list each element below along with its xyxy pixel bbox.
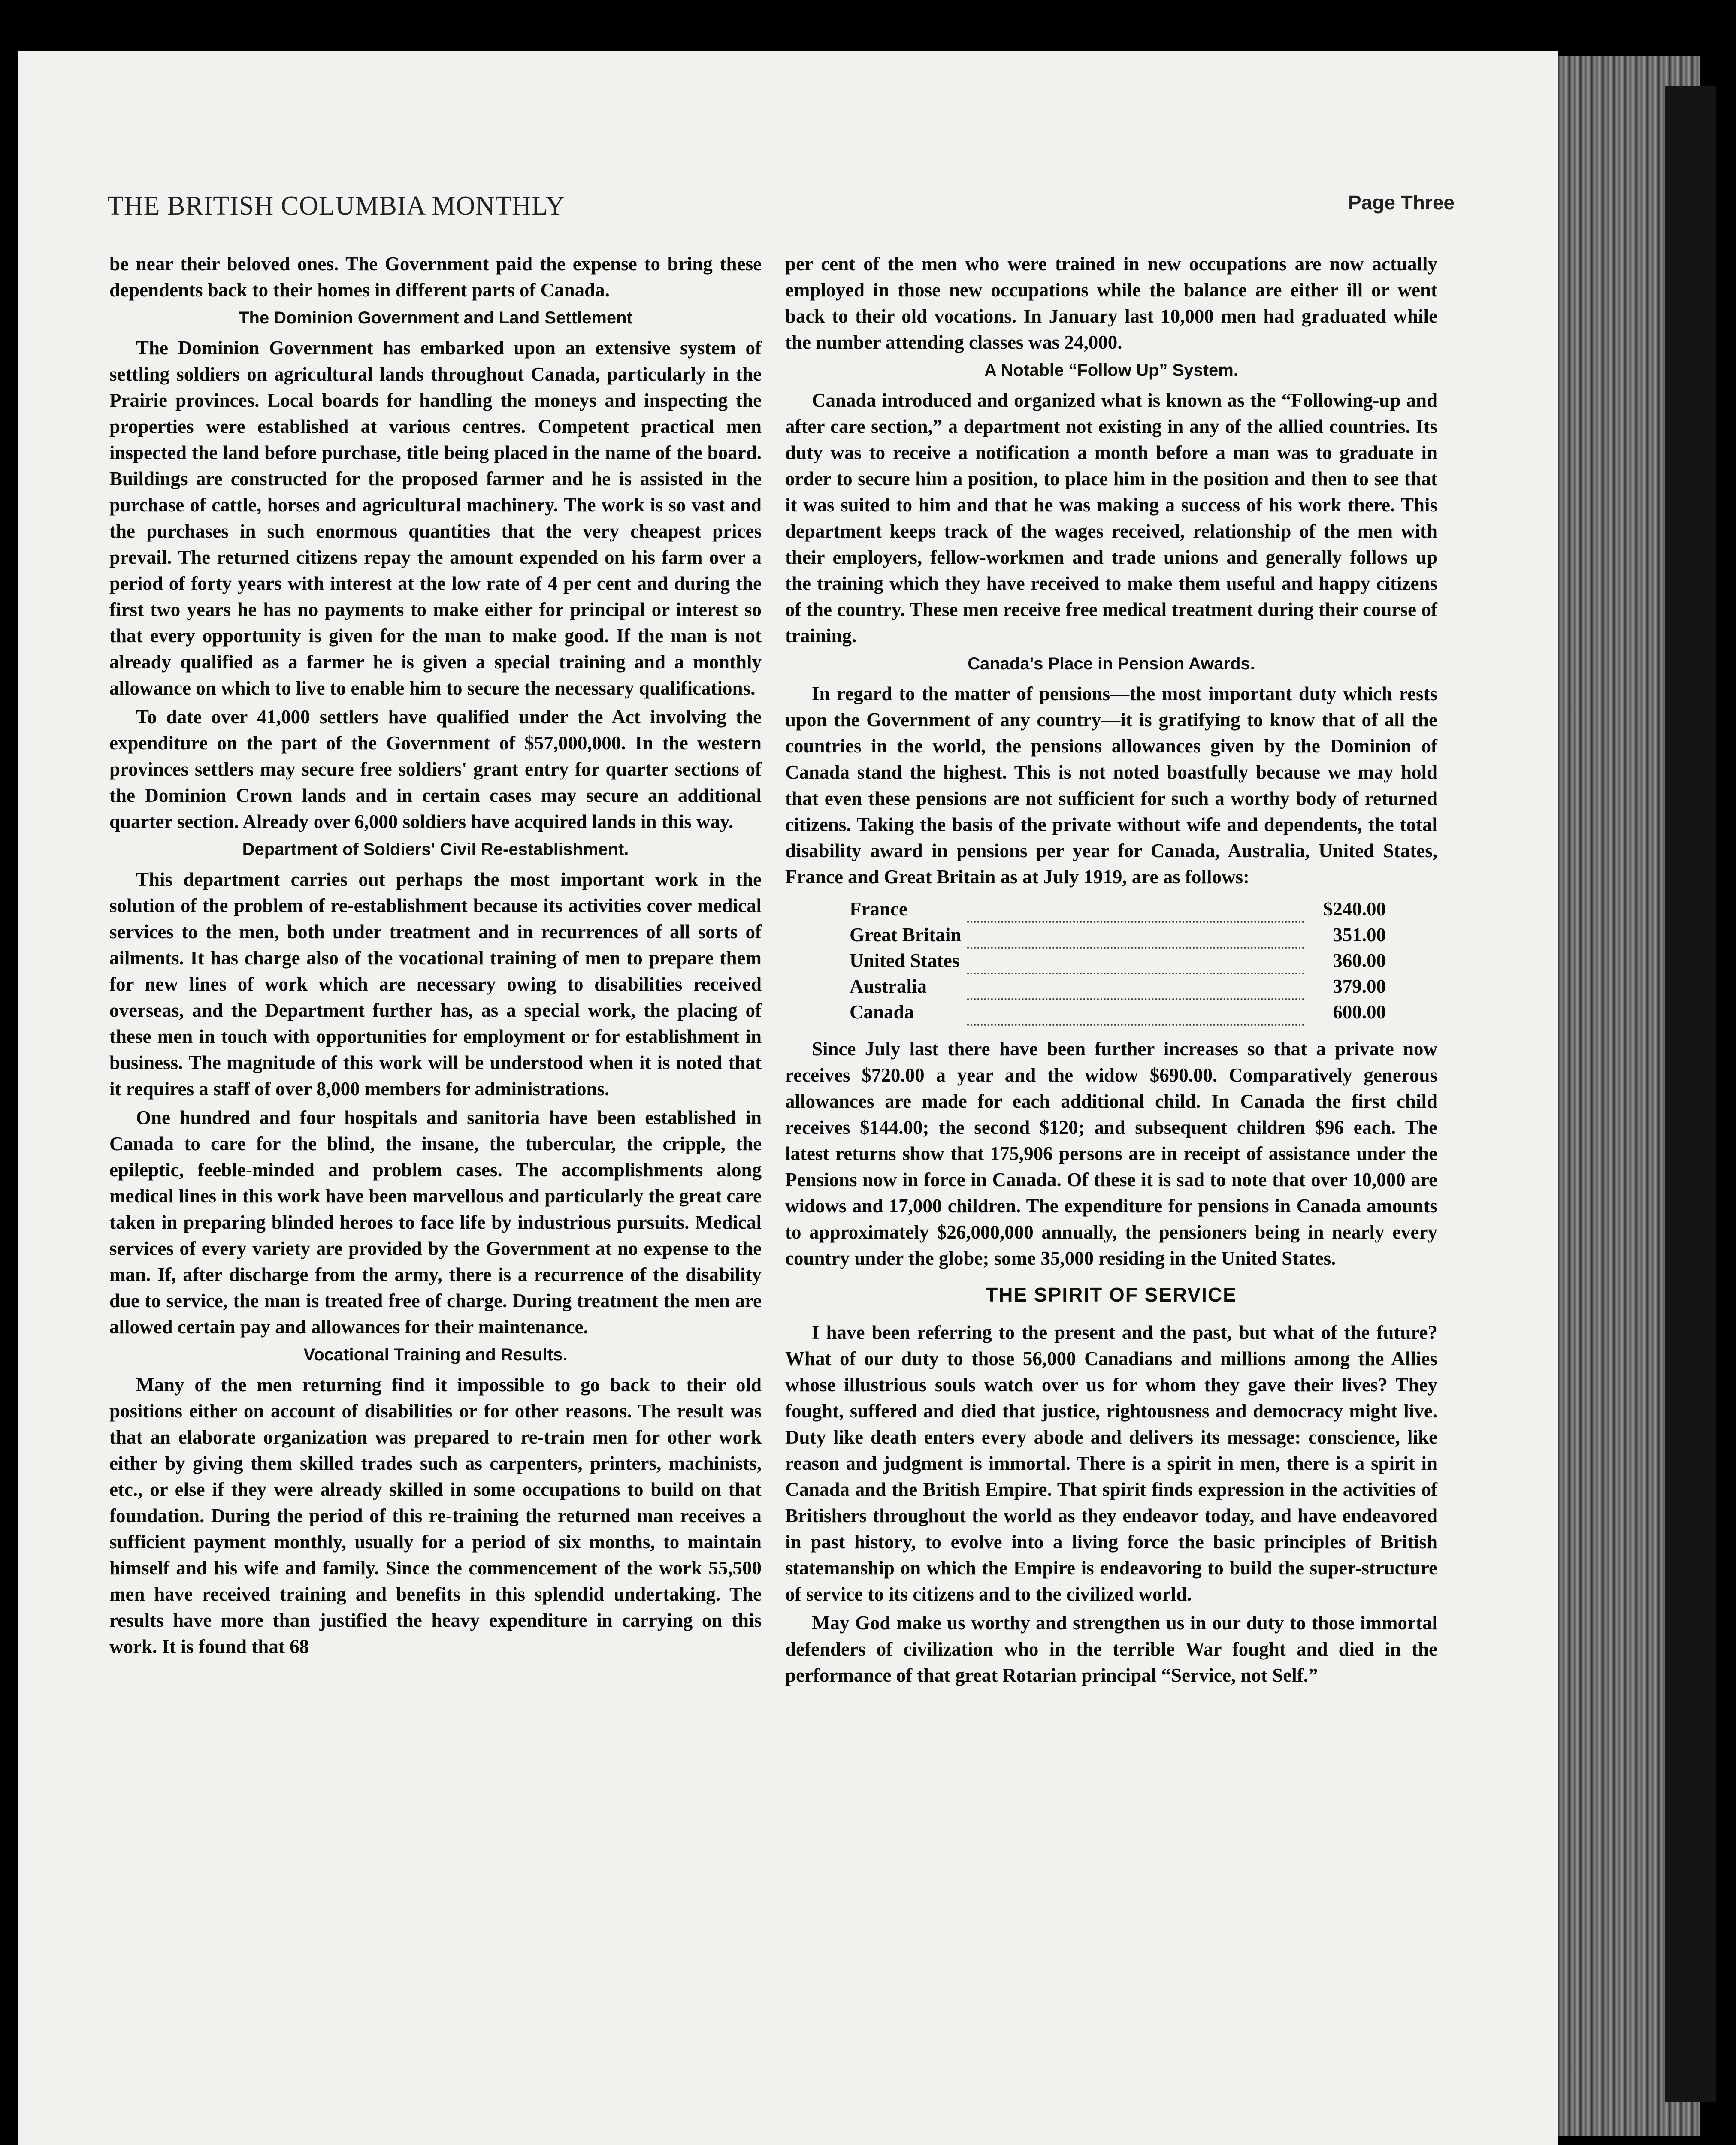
vocational-training-paragraph-1: Many of the men returning find it impossible to go back to their old positions either on account of disabilities or for other reasons. The result was that an elaborate organization was prepared to re-train men for other work either by giving them skilled trades such as carpenters, printers, machinists, etc., or else if they were already skilled in some occupations to build on that foundation. During the period of this re-training the returned man receives a sufficient payment monthly, usually for a period of six months, to maintain himself and his wife and family. Since the commencement of the work 55,500 men have received training and benefits in this splendid undertaking. The results have more than justified the heavy expenditure in carrying on this work. It is found that 68 xyxy=(109,1374,762,1657)
pension-country: France xyxy=(850,898,907,920)
page-number: Page Three xyxy=(1348,191,1455,214)
pension-amount: $240.00 xyxy=(1323,898,1386,920)
leader-dots xyxy=(967,896,1304,922)
left-intro-paragraph: be near their beloved ones. The Government paid the expense to bring these dependents back to their homes in different parts of Canada. xyxy=(109,253,762,301)
pension-awards-paragraph-1: In regard to the matter of pensions—the most important duty which rests upon the Government of any country—it is gratifying to know that of all the countries in the world, the pensions allowances given by the Dominion of Canada stand the highest. This is not noted boastfully because we may hold that even these pensions are not sufficient for such a worthy body of returned citizens. Taking the basis of the private without wife and dependents, the total disability award in pensions per year for Canada, Australia, United States, France and Great Britain as at July 1919, are as follows: xyxy=(785,683,1437,888)
pension-amount: 351.00 xyxy=(1333,924,1386,946)
heading-civil-reestablishment: Department of Soldiers' Civil Re-establishment. xyxy=(242,840,629,859)
book-spine-shadow xyxy=(1665,86,1716,2102)
pension-row xyxy=(850,999,1386,1025)
leader-dots xyxy=(967,999,1304,1025)
heading-follow-up-system: A Notable “Follow Up” System. xyxy=(984,361,1238,380)
civil-reestablishment-paragraph-1: This department carries out perhaps the most important work in the solution of the problem of re-establishment because its activities cover medical services to the men, both under treatment and in recurrences of all sorts of ailments. It has charge also of the vocational training of men to prepare them for new lines of work which are necessary owing to disabilities received overseas, and the Department further has, as a special work, the placing of these men in touch with opportunities for employment or for establishment in business. The magnitude of this work will be understood when it is noted that it requires a staff of over 8,000 members for administrations. xyxy=(109,869,762,1100)
spirit-of-service-paragraph-1: I have been referring to the present and the past, but what of the future? What of our duty to those 56,000 Canadians and millions among the Allies whose illustrious souls watch over us for whom they gave their lives? They fought, suffered and died that justice, rightousness and democracy might live. Duty like death enters every abode and delivers its message: conscience, like reason and judgment is immortal. There is a spirit in men, there is a spirit in Canada and the British Empire. That spirit finds expression in the activities of Britishers throughout the world as they endeavor today, and have endeavored in past history, to evolve into a living force the basic principles of British statemanship on which the Empire is endeavoring to build the super-structure of service to its citizens and to the civilized world. xyxy=(785,1322,1437,1605)
leader-dots xyxy=(967,948,1304,973)
pension-amount: 379.00 xyxy=(1333,976,1386,997)
leader-dots xyxy=(967,922,1304,948)
pension-row xyxy=(850,922,1386,948)
right-intro-paragraph: per cent of the men who were trained in new occupations are now actually employed in those new occupations while the balance are either ill or went back to their old vocations. In January last 10,000 men had graduated while the number attending classes was 24,000. xyxy=(785,253,1437,353)
land-settlement-paragraph-1: The Dominion Government has embarked upon an extensive system of settling soldiers on agricultural lands throughout Canada, particularly in the Prairie provinces. Local boards for handling the moneys and inspecting the properties were established at various centres. Competent practical men inspected the land before purchase, title being placed in the name of the board. Buildings are constructed for the proposed farmer and he is assisted in the purchase of cattle, horses and agricultural machinery. The work is so vast and the purchases in such enormous quantities that the very cheapest prices prevail. The returned citizens repay the amount expended on his farm over a period of forty years with interest at the low rate of 4 per cent and during the first two years he has no payments to make either for principal or interest so that every opportunity is given for the man to make good. If the man is not already qualified as a farmer he is given a special training and a monthly allowance on which to live to enable him to secure the necessary qualifications. xyxy=(109,337,762,699)
pension-country: Great Britain xyxy=(850,924,962,946)
pension-row xyxy=(850,948,1386,973)
heading-pension-awards: Canada's Place in Pension Awards. xyxy=(968,654,1255,673)
civil-reestablishment-paragraph-2: One hundred and four hospitals and sanitoria have been established in Canada to care for the blind, the insane, the tubercular, the cripple, the epileptic, feeble-minded and problem cases. The accomplishments along medical lines in this work have been marvellous and particularly the great care taken in preparing blinded heroes to face life by industrious pursuits. Medical services of every variety are provided by the Government at no expense to the man. If, after discharge from the army, there is a recurrence of the disability due to service, the man is treated free of charge. During treatment the men are allowed certain pay and allowances for their maintenance. xyxy=(109,1107,762,1338)
pension-row xyxy=(850,973,1386,999)
follow-up-paragraph-1: Canada introduced and organized what is known as the “Following-up and after care section,” a department not existing in any of the allied countries. Its duty was to receive a notification a month before a man was to graduate in order to secure him a position, to place him in the position and then to see that it was suited to him and that he was making a success of his work there. This department keeps track of the wages received, relationship of the men with their employers, fellow-workmen and trade unions and generally follows up the training which they have received to make them useful and happy citizens of the country. These men receive free medical treatment during their course of training. xyxy=(785,390,1437,647)
pension-country: Australia xyxy=(850,976,927,997)
heading-vocational-training: Vocational Training and Results. xyxy=(303,1345,568,1364)
right-column xyxy=(785,251,1437,2139)
heading-spirit-of-service: THE SPIRIT OF SERVICE xyxy=(986,1284,1237,1306)
spirit-of-service-paragraph-2: May God make us worthy and strengthen us in our duty to those immortal defenders of civilization who in the terrible War fought and died in the performance of that great Rotarian principal “Service, not Self.” xyxy=(785,1612,1437,1686)
pension-amount: 600.00 xyxy=(1333,1001,1386,1023)
pension-row xyxy=(850,896,1386,922)
land-settlement-paragraph-2: To date over 41,000 settlers have qualified under the Act involving the expenditure on the part of the Government of $57,000,000. In the western provinces settlers may secure free soldiers' grant entry for quarter sections of the Dominion Crown lands and in certain cases may secure an additional quarter section. Already over 6,000 soldiers have acquired lands in this way. xyxy=(109,706,762,832)
pension-country: United States xyxy=(850,950,960,971)
pension-awards-paragraph-2: Since July last there have been further increases so that a private now receives $720.00 a year and the widow $690.00. Comparatively generous allowances are made for each additional child. In Canada the first child receives $144.00; the second $120; and subsequent children $96 each. The latest returns show that 175,906 persons are in receipt of assistance under the Pensions now in force in Canada. Of these it is sad to note that over 10,000 are widows and 17,000 children. The expenditure for pensions in Canada amounts to approximately $26,000,000 annually, the pensioners being in nearly every country under the globe; some 35,000 residing in the United States. xyxy=(785,1038,1437,1269)
magazine-title: THE BRITISH COLUMBIA MONTHLY xyxy=(107,191,566,221)
pension-table xyxy=(850,896,1386,1026)
left-column xyxy=(109,251,762,2053)
pension-amount: 360.00 xyxy=(1333,950,1386,971)
heading-land-settlement: The Dominion Government and Land Settlement xyxy=(239,308,632,327)
pension-country: Canada xyxy=(850,1001,914,1023)
leader-dots xyxy=(967,973,1304,999)
